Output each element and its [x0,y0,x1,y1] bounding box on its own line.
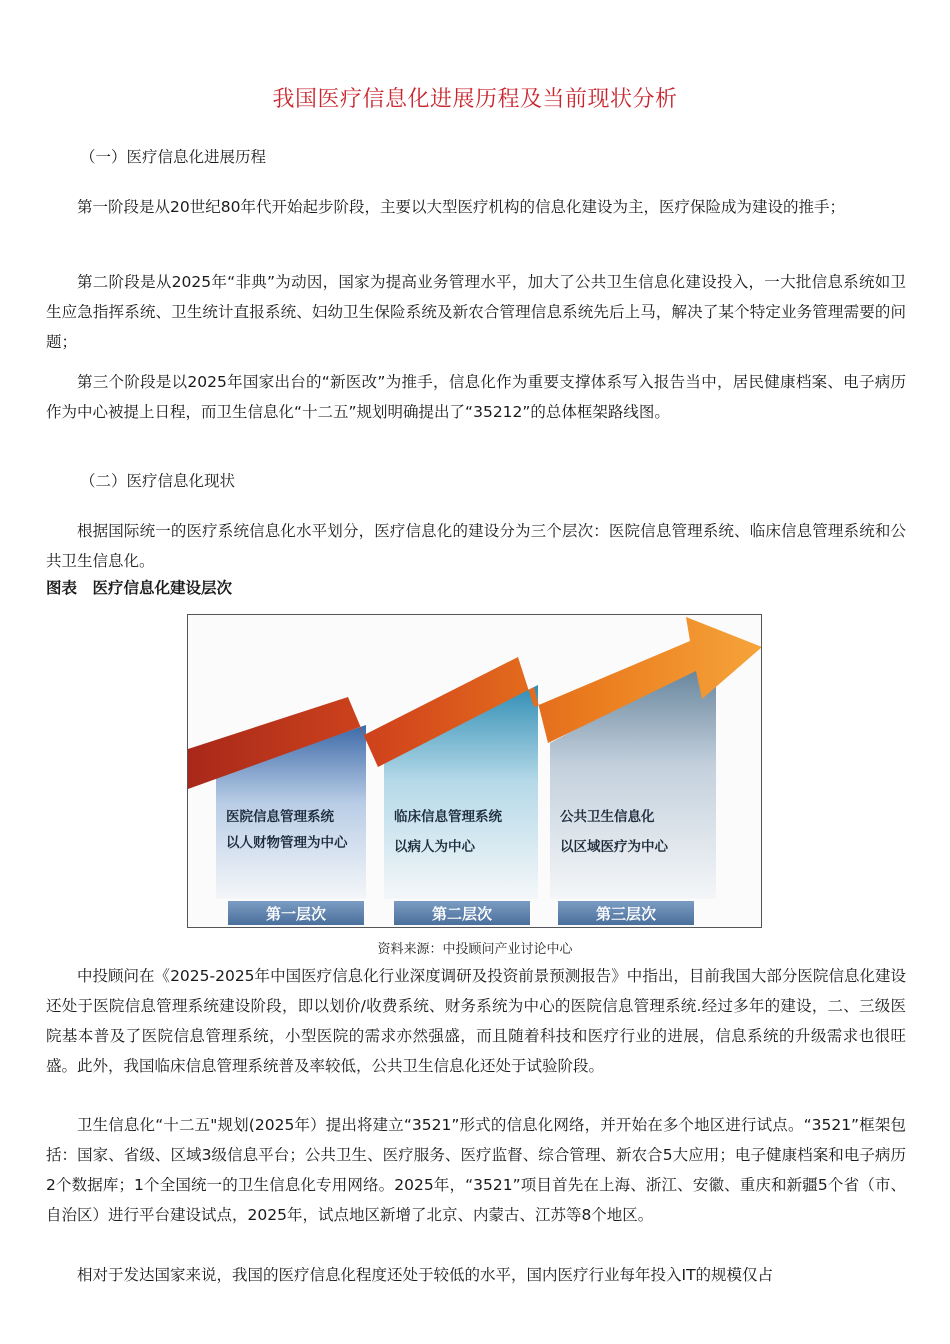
figure-caption: 图表 医疗信息化建设层次 [46,579,233,597]
paragraph-report: 中投顾问在《2025-2025年中国医疗信息化行业深度调研及投资前景预测报告》中指出，目前我国大部分医院信息化建设还处于医院信息管理系统建设阶段，即以划价/收费系统、财务系统为中心的医院信息管理系统.经过多年的建设，二、三级医院基本普及了医院信息管理系统，小型医院的需求亦然强盛，而且随着科技和医疗行业的进展，信息系统的升级需求也很旺盛。此外，我国临床信息管理系统普及率较低，公共卫生信息化还处于试验阶段。 [46,967,906,1075]
figure-source: 资料来源：中投顾问产业讨论中心 [377,942,573,957]
column-3-title: 公共卫生信息化 [560,809,655,825]
section-heading-1: （一）医疗信息化进展历程 [80,148,267,166]
section-heading-2: （二）医疗信息化现状 [80,472,236,490]
paragraph-comparison: 相对于发达国家来说，我国的医疗信息化程度还处于较低的水平，国内医疗行业每年投入IT的规模仅占 [77,1266,774,1284]
paragraph-stage-3: 第三个阶段是以2025年国家出台的“新医改”为推手，信息化作为重要支撑体系写入报告当中，居民健康档案、电子病历作为中心被提上日程，而卫生信息化“十二五”规划明确提出了“35212”的总体框架路线图。 [46,373,906,421]
paragraph-stage-1: 第一阶段是从20世纪80年代开始起步阶段，主要以大型医疗机构的信息化建设为主，医疗保险成为建设的推手； [77,198,845,216]
paragraph-3521: 卫生信息化“十二五"规划(2025年）提出将建立“3521”形式的信息化网络，并开始在多个地区进行试点。“3521”框架包括：国家、省级、区域3级信息平台；公共卫生、医疗服务、医疗监督、综合管理、新农合5大应用；电子健康档案和电子病历2个数据库；1个全国统一的卫生信息化专用网络。2025年，“3521”项目首先在上海、浙江、安徽、重庆和新疆5个省（市、自治区）进行平台建设试点，2025年，试点地区新增了北京、内蒙古、江苏等8个地区。 [46,1116,906,1224]
page-title: 我国医疗信息化进展历程及当前现状分析 [272,87,678,112]
column-2-title: 临床信息管理系统 [394,809,502,825]
column-1-title: 医院信息管理系统 [226,809,334,825]
tier-1-label: 第一层次 [265,905,327,923]
figure-construction-levels [187,614,762,928]
paragraph-stage-2: 第二阶段是从2025年“非典”为动因，国家为提高业务管理水平，加大了公共卫生信息化建设投入，一大批信息系统如卫生应急指挥系统、卫生统计直报系统、妇幼卫生保险系统及新农合管理信息系统先后上马，解决了某个特定业务管理需要的问题； [46,273,906,351]
column-1-subtitle: 以人财物管理为中心 [226,835,348,851]
column-2-subtitle: 以病人为中心 [394,839,475,855]
column-3-subtitle: 以区域医疗为中心 [560,839,668,855]
paragraph-status: 根据国际统一的医疗系统信息化水平划分，医疗信息化的建设分为三个层次：医院信息管理系统、临床信息管理系统和公共卫生信息化。 [46,522,906,570]
tier-3-label: 第三层次 [595,905,657,923]
tier-2-label: 第二层次 [431,905,493,923]
levels-diagram [188,615,762,928]
